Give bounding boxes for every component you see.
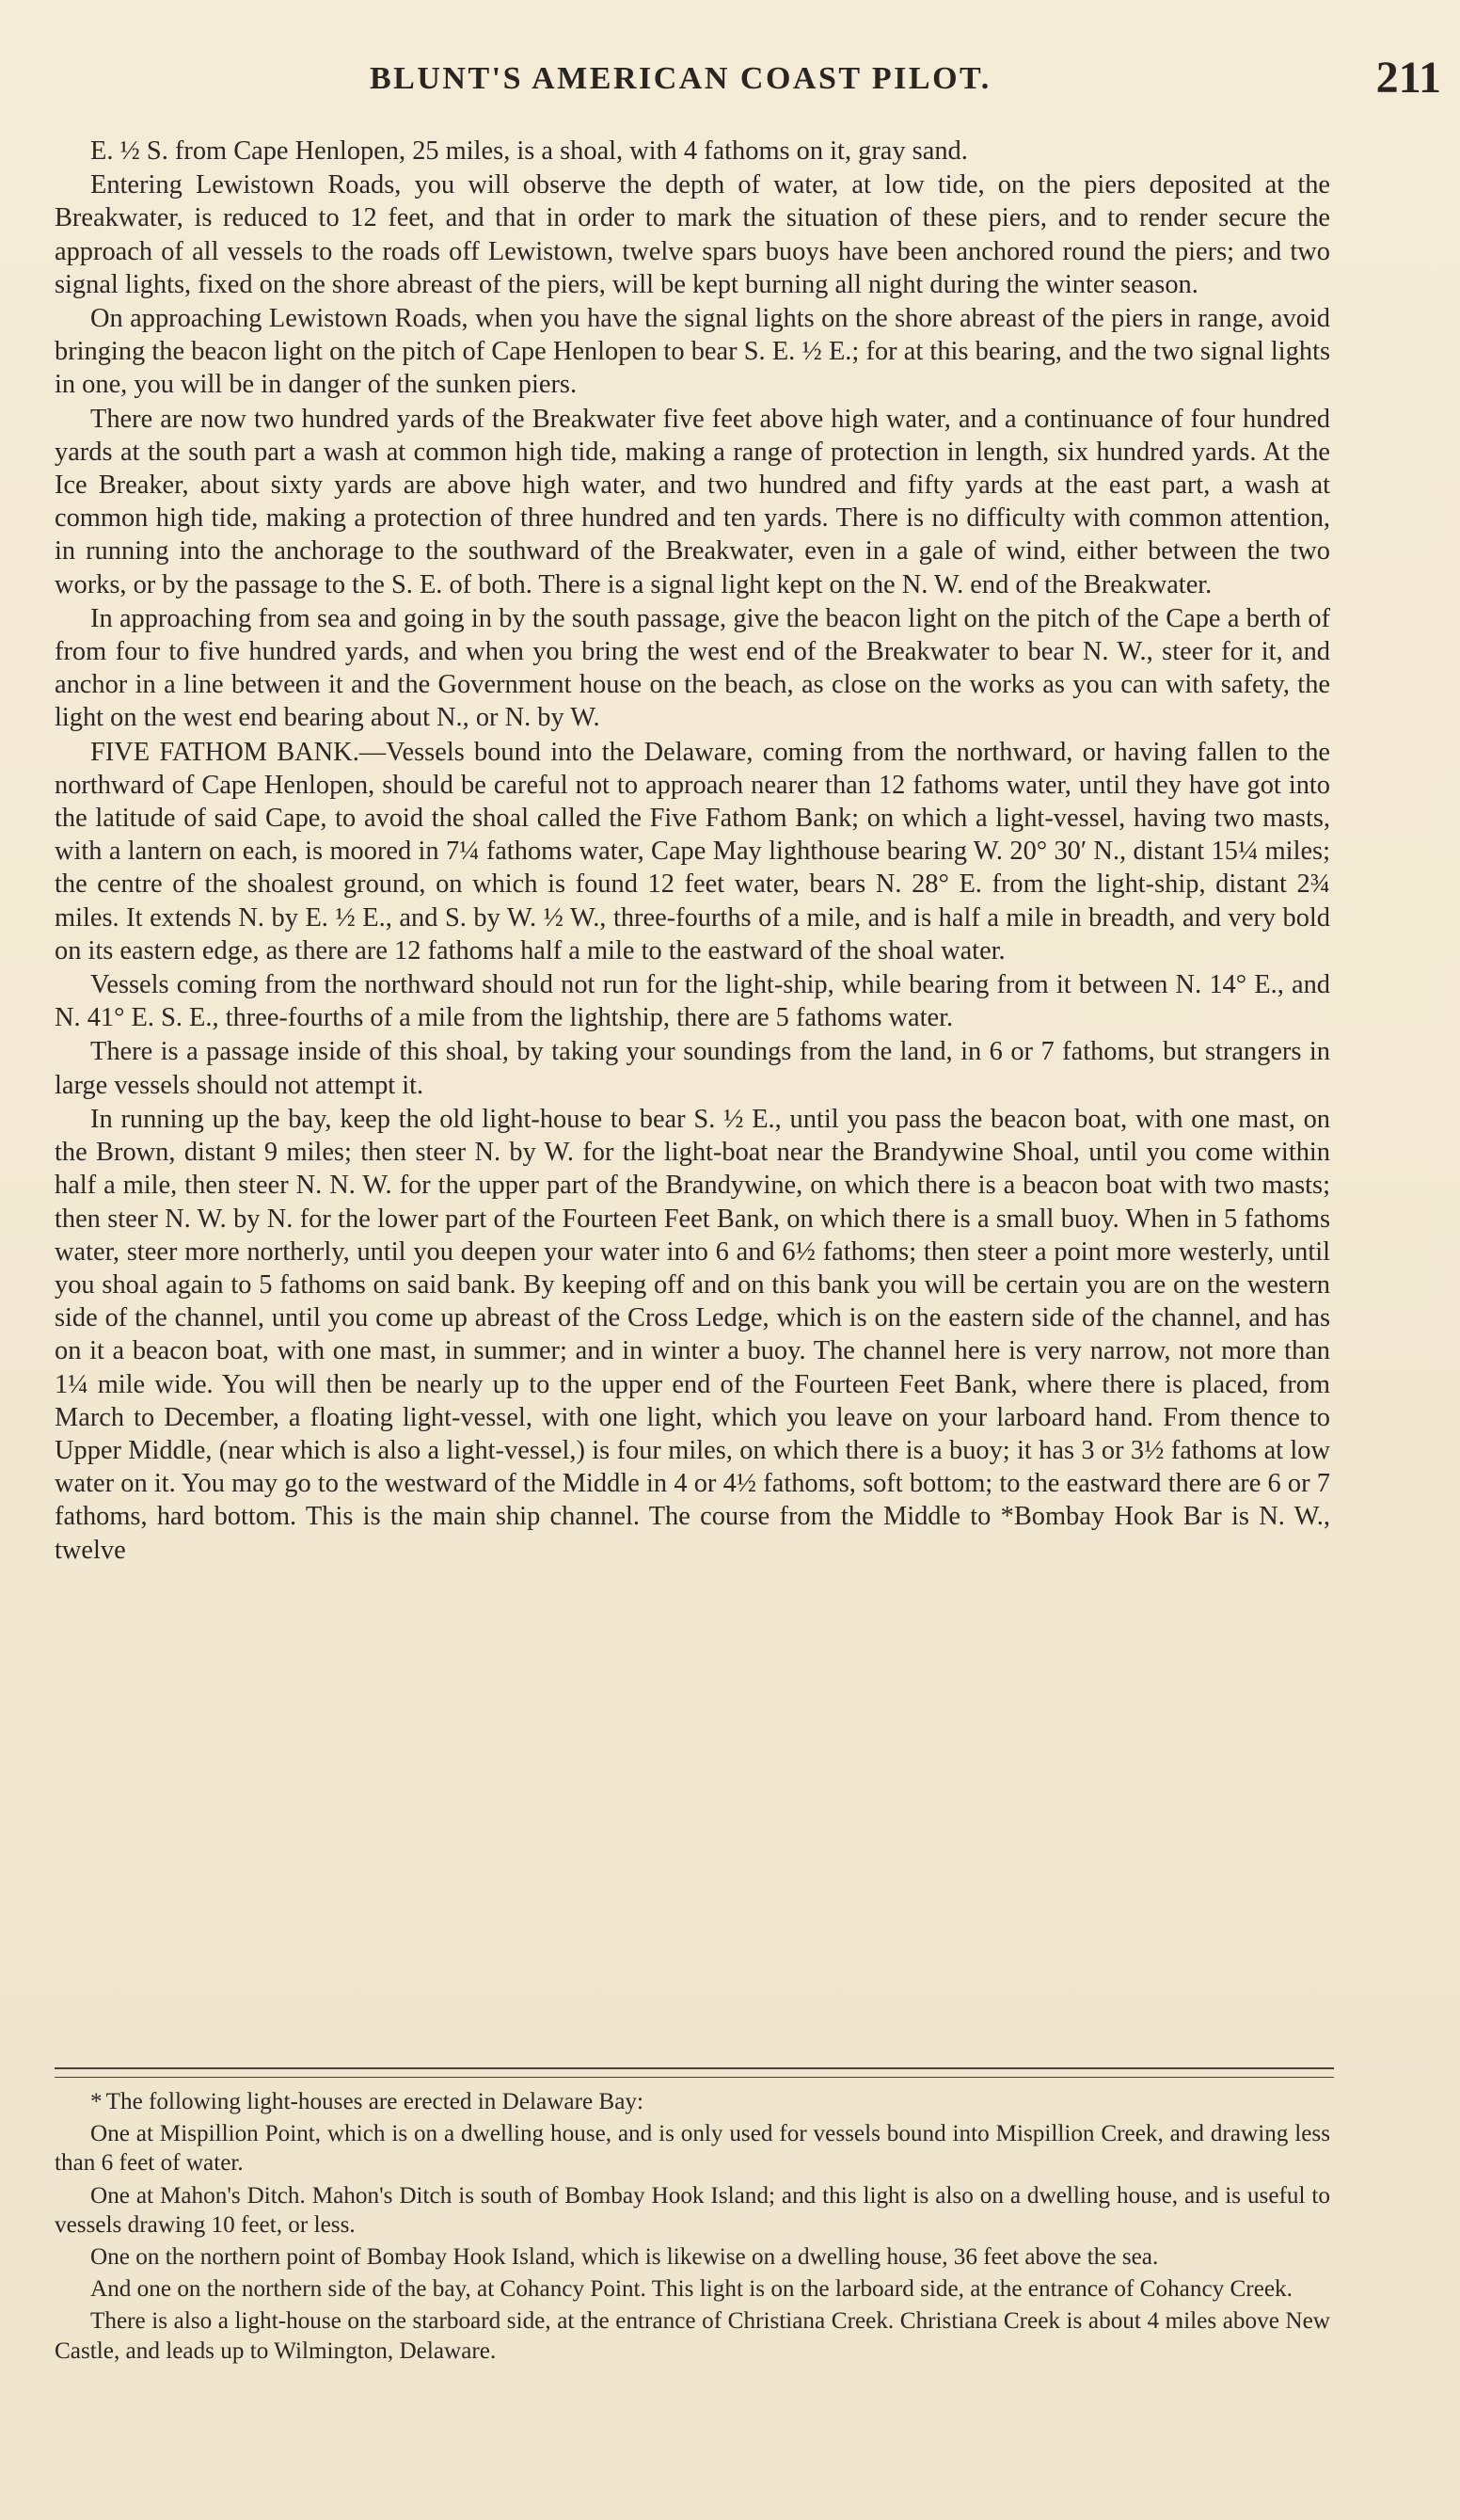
footnote-divider bbox=[55, 2067, 1334, 2069]
footnote-item: And one on the northern side of the bay, at Cohancy Point. This light is on the larboard side, at the entrance of Cohancy Creek. bbox=[90, 2276, 1293, 2303]
footnote-item: One at Mispillion Point, which is on a dwelling house, and is only used for vessels bound into Mispillion Creek, and drawing less than 6 feet of water. bbox=[55, 2121, 1330, 2177]
footnote-divider-thin bbox=[55, 2077, 1334, 2078]
footnotes bbox=[55, 2087, 1330, 2366]
footnote-item: One on the northern point of Bombay Hook Island, which is likewise on a dwelling house, 36 feet above the sea. bbox=[90, 2244, 1159, 2271]
paragraph: Vessels coming from the northward should not run for the light-ship, while bearing from it between N. 14° E., and N. 41° E. S. E., three-fourths of a mile from the lightship, there are 5 fathoms water. bbox=[55, 970, 1330, 1033]
paragraph: E. ½ S. from Cape Henlopen, 25 miles, is a shoal, with 4 fathoms on it, gray sand. bbox=[90, 136, 968, 166]
footnote-marker: * bbox=[90, 2089, 103, 2114]
page-number: 211 bbox=[1375, 53, 1441, 103]
running-title: BLUNT'S AMERICAN COAST PILOT. bbox=[370, 61, 992, 96]
footnote-intro bbox=[55, 2087, 1330, 2116]
footnote-item: There is also a light-house on the starboard side, at the entrance of Christiana Creek. Christiana Creek is about 4 miles above New Castle, and leads up to Wilmington, Delaware. bbox=[55, 2308, 1330, 2364]
page-header bbox=[55, 52, 1441, 108]
main-text-body bbox=[55, 135, 1330, 1567]
paragraph: There are now two hundred yards of the Breakwater five feet above high water, and a continuance of four hundred yards at the south part a wash at common high tide, making a range of protection in length, six hundred yards. At the Ice Breaker, about sixty yards are above high water, and two hundred and fifty yards at the east part, a wash at common high tide, making a protection of three hundred and ten yards. There is no difficulty with common attention, in running into the anchorage to the southward of the Breakwater, even in a gale of wind, either between the two works, or by the passage to the S. E. of both. There is a signal light kept on the N. W. end of the Breakwater. bbox=[55, 404, 1330, 599]
paragraph: In approaching from sea and going in by the south passage, give the beacon light on the pitch of the Cape a berth of from four to five hundred yards, and when you bring the west end of the Breakwater to bear N. W., steer for it, and anchor in a line between it and the Government house on the beach, as close on the works as you can with safety, the light on the west end bearing about N., or N. by W. bbox=[55, 603, 1330, 733]
paragraph: On approaching Lewistown Roads, when you have the signal lights on the shore abreast of the piers in range, avoid bringing the beacon light on the pitch of Cape Henlopen to bear S. E. ½ E.; for at this bearing, and the two signal lights in one, you will be in danger of the sunken piers. bbox=[55, 304, 1330, 400]
paragraph: There is a passage inside of this shoal, by taking your soundings from the land, in 6 or 7 fathoms, but strangers in large vessels should not attempt it. bbox=[55, 1037, 1330, 1100]
paragraph: Entering Lewistown Roads, you will observe the depth of water, at low tide, on the piers deposited at the Breakwater, is reduced to 12 feet, and that in order to mark the situation of these piers, and to render secure the approach of all vessels to the roads off Lewistown, twelve spars buoys have been anchored round the piers; and two signal lights, fixed on the shore abreast of the piers, will be kept burning all night during the winter season. bbox=[55, 170, 1330, 299]
paragraph: In running up the bay, keep the old light-house to bear S. ½ E., until you pass the beacon boat, with one mast, on the Brown, distant 9 miles; then steer N. by W. for the light-boat near the Brandywine Shoal, until you come within half a mile, then steer N. N. W. for the upper part of the Brandywine, on which there is a beacon boat with two masts; then steer N. W. by N. for the lower part of the Fourteen Feet Bank, on which there is a small buoy. When in 5 fathoms water, steer more northerly, until you deepen your water into 6 and 6½ fathoms; then steer a point more westerly, until you shoal again to 5 fathoms on said bank. By keeping off and on this bank you will be certain you are on the western side of the channel, until you come up abreast of the Cross Ledge, which is on the eastern side of the channel, and has on it a beacon boat, with one mast, in summer; and in winter a buoy. The channel here is very narrow, not more than 1¼ mile wide. You will then be nearly up to the upper end of the Fourteen Feet Bank, where there is placed, from March to December, a floating light-vessel, with one light, which you leave on your larboard hand. From thence to Upper Middle, (near which is also a light-vessel,) is four miles, on which there is a buoy; it has 3 or 3½ fathoms at low water on it. You may go to the westward of the Middle in 4 or 4½ fathoms, soft bottom; to the eastward there are 6 or 7 fathoms, hard bottom. This is the main ship channel. The course from the Middle to *Bombay Hook Bar is N. W., twelve bbox=[55, 1104, 1330, 1565]
paragraph: FIVE FATHOM BANK.—Vessels bound into the Delaware, coming from the northward, or having fallen to the northward of Cape Henlopen, should be careful not to approach nearer than 12 fathoms water, until they have got into the latitude of said Cape, to avoid the shoal called the Five Fathom Bank; on which a light-vessel, having two masts, with a lantern on each, is moored in 7¼ fathoms water, Cape May lighthouse bearing W. 20° 30′ N., distant 15¼ miles; the centre of the shoalest ground, on which is found 12 feet water, bears N. 28° E. from the light-ship, distant 2¾ miles. It extends N. by E. ½ E., and S. by W. ½ W., three-fourths of a mile, and is half a mile in breadth, and very bold on its eastern edge, as there are 12 fathoms half a mile to the eastward of the shoal water. bbox=[55, 737, 1330, 965]
footnote-item: One at Mahon's Ditch. Mahon's Ditch is south of Bombay Hook Island; and this light is also on a dwelling house, and is useful to vessels drawing 10 feet, or less. bbox=[55, 2182, 1330, 2238]
footnote-intro-text: The following light-houses are erected in Delaware Bay: bbox=[105, 2089, 643, 2114]
